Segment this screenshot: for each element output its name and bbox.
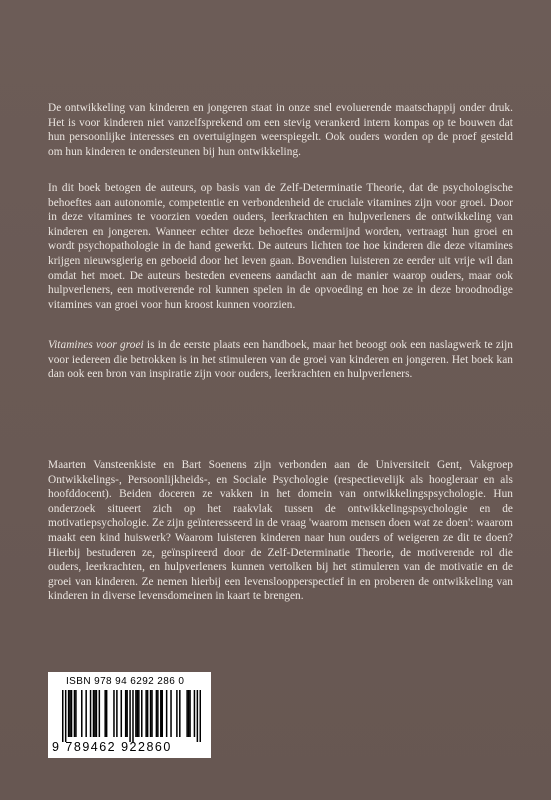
barcode-bar <box>170 690 172 737</box>
barcode-bar <box>150 690 152 737</box>
barcode-bar <box>151 690 153 737</box>
barcode-bar <box>156 690 158 737</box>
barcode-bar <box>132 690 134 742</box>
barcode-bar <box>68 690 70 737</box>
barcode-bar <box>137 690 139 737</box>
isbn-barcode <box>48 672 211 758</box>
barcode-bar <box>147 690 149 737</box>
authors-paragraph: Maarten Vansteenkiste en Bart Soenens zijn verbonden aan de Universiteit Gent, Vakgroep Ontwikkelings-, Persoonlijkheids-, en Sociale Psychologie (respectievelijk als hoogleraar en als hoofddocent). Beiden doceren ze vakken in het domein van ontwikkelingspsychologie. Hun onderzoek situeert zich op het raakvlak tussen de ontwikkelingspsychologie en de motivatiepsychologie. Ze zijn geïnteresseerd in de vraag 'waarom mensen doen wat ze doen': waarom maakt een kind huiswerk? Waarom luisteren kinderen naar hun ouders of weigeren ze dit te doen? Hierbij bestuderen ze, geïnspireerd door de Zelf-Determinatie Theorie, de motiverende rol die ouders, leerkrachten, en hulpverleners kunnen vertolken bij het stimuleren van de motivatie en de groei van kinderen. Ze nemen hierbij een levensloopperspectief in en proberen de ontwikkeling van kinderen in diverse levensdomeinen in kaart te brengen. <box>48 459 513 603</box>
barcode-bar <box>161 690 163 737</box>
book-title: Vitamines voor groei <box>48 339 144 351</box>
barcode-bar <box>125 690 127 737</box>
barcode-bar <box>69 690 71 737</box>
barcode-bar <box>93 690 95 737</box>
barcode-bar <box>166 690 168 737</box>
barcode-bar <box>194 690 196 737</box>
barcode-bar <box>74 690 76 737</box>
barcode-bar <box>81 690 83 737</box>
barcode-bar <box>106 690 108 737</box>
barcode-bar <box>71 690 73 737</box>
barcode-bar <box>126 690 128 737</box>
barcode-bar <box>186 690 188 737</box>
barcode-bar <box>90 690 92 737</box>
barcode-bar <box>116 690 118 737</box>
barcode-bar <box>188 690 190 737</box>
barcode-bar <box>200 690 201 742</box>
barcode-bar <box>94 690 96 737</box>
barcode-bar <box>75 690 77 737</box>
isbn-label: ISBN 978 94 6292 286 0 <box>66 676 185 687</box>
barcode-bar <box>176 690 178 737</box>
barcode-bar <box>197 690 199 742</box>
barcode-bar <box>157 690 159 737</box>
barcode-bar <box>121 690 123 737</box>
barcode-bar <box>141 690 143 737</box>
barcode-bar <box>160 690 162 737</box>
handbook-text: is in de eerste plaats een handboek, maar het beoogt ook een naslagwerk te zijn voor iedereen die betrokken is in het stimuleren van de groei van kinderen en jongeren. Het boek kan dan ook een bron van inspiratie zijn voor ouders, leerkrachten en hulpverleners. <box>48 339 513 381</box>
barcode-bar <box>85 690 87 737</box>
barcode-bar <box>104 690 106 737</box>
book-description-paragraph: In dit boek betogen de auteurs, op basis van de Zelf-Determinatie Theorie, dat de psychologische behoeftes aan autonomie, competentie en verbondenheid de cruciale vitamines zijn voor groei. Door in deze vitamines te voorzien voeden ouders, leerkrachten en hulpverleners de ontwikkeling van kinderen en jongeren. Wanneer echter deze behoeftes ondermijnd worden, vertraagt hun groei en wordt psychopathologie in de hand gewerkt. De auteurs lichten toe hoe kinderen die deze vitamines krijgen nieuwsgierig en geboeid door het leven gaan. Bovendien luisteren ze eerder uit vrije wil dan omdat het moet. De auteurs besteden eveneens aandacht aan de manier waarop ouders, maar ook hulpverleners, een motiverende rol kunnen spelen in de opvoeding en hoe ze in deze broodnodige vitamines van groei voor hun kroost kunnen voorzien. <box>48 182 513 311</box>
barcode-bar <box>96 690 98 737</box>
barcode-bar <box>138 690 140 737</box>
barcode-bars <box>62 690 201 742</box>
barcode-bar <box>62 690 64 742</box>
barcode-bar <box>145 690 147 737</box>
barcode-bar <box>189 690 191 737</box>
barcode-bar <box>99 690 101 737</box>
barcode-number: 9 789462 922860 <box>52 740 172 754</box>
intro-paragraph: De ontwikkeling van kinderen en jongeren staat in onze snel evoluerende maatschappij onder druk. Het is voor kinderen niet vanzelfsprekend om een stevig verankerd intern kompas op te bouwen dat hun persoonlijke interesses en overtuigingen weerspiegelt. Ook ouders worden op de proef gesteld om hun kinderen te ondersteunen bij hun ontwikkeling. <box>48 102 513 158</box>
barcode-bar <box>65 690 67 742</box>
barcode-bar <box>129 690 131 742</box>
barcode-bar <box>179 690 181 737</box>
handbook-paragraph <box>48 338 513 382</box>
barcode-bar <box>113 690 115 737</box>
barcode-bar <box>135 690 137 737</box>
